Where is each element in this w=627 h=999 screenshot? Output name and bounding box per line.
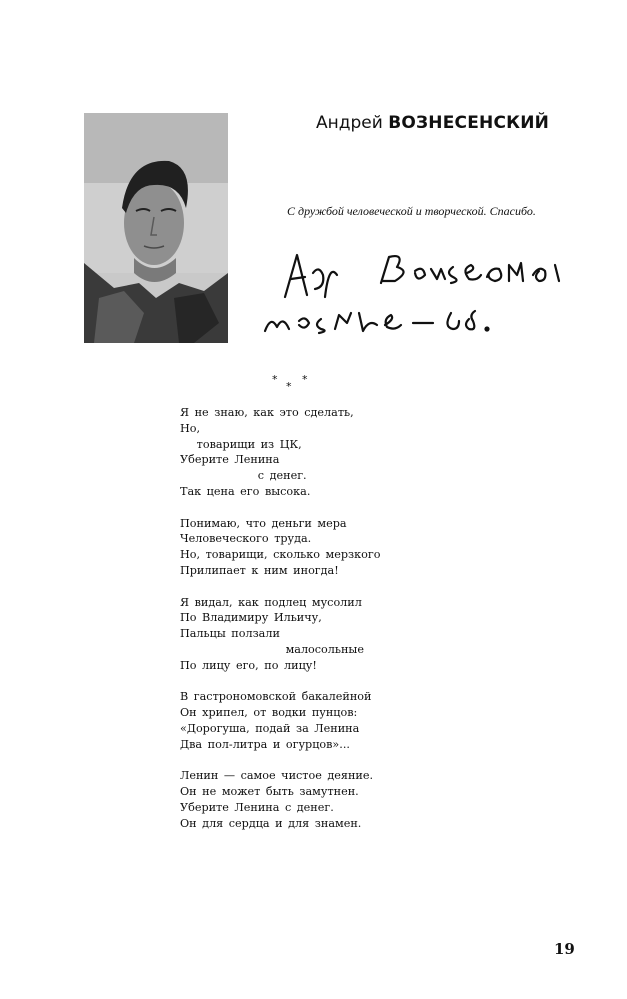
poem-line: Я видал, как подлец мусолил <box>180 595 362 609</box>
author-first-name: Андрей <box>316 113 383 133</box>
poem-line: По Владимиру Ильичу, <box>180 611 322 625</box>
poem-line: Понимаю, что деньги мера <box>180 516 347 530</box>
poem-line: Уберите Ленина с денег. <box>180 800 334 814</box>
poem-stanza <box>180 595 480 674</box>
poem-line: с денег. <box>180 469 307 483</box>
poem-stanza <box>180 689 480 752</box>
poem-line: товарищи из ЦК, <box>180 437 302 451</box>
dedication: С дружбой человеческой и творческой. Спасибо. <box>287 204 536 218</box>
poem-line: Ленин — самое чистое деяние. <box>180 769 374 783</box>
poem-line: Он для сердца и для знамен. <box>180 816 362 830</box>
poem-line: Но, товарищи, сколько мерзкого <box>180 548 381 562</box>
poem-line: Пальцы ползали <box>180 627 280 641</box>
poem-line: В гастрономовской бакалейной <box>180 690 372 704</box>
poem-line: Прилипает к ним иногда! <box>180 563 339 577</box>
poem-line: Он не может быть замутнен. <box>180 785 359 799</box>
poem-line: «Дорогуша, подай за Ленина <box>180 721 360 735</box>
poem-line: Так цена его высока. <box>180 484 311 498</box>
poem-line: Но, <box>180 421 201 435</box>
poem-line: По лицу его, по лицу! <box>180 658 317 672</box>
poem-stanza <box>180 405 480 500</box>
poem-body <box>180 405 480 847</box>
page-number: 19 <box>554 940 575 958</box>
section-separator: * * * <box>272 373 308 393</box>
author-photo <box>84 113 228 343</box>
autograph <box>255 235 575 345</box>
author-name <box>316 113 549 133</box>
poem-line: Два пол-литра и огурцов»... <box>180 737 350 751</box>
poem-stanza <box>180 516 480 579</box>
poem-line: малосольные <box>180 642 364 656</box>
poem-line: Уберите Ленина <box>180 453 280 467</box>
poem-stanza <box>180 768 480 831</box>
poem-line: Он хрипел, от водки пунцов: <box>180 706 358 720</box>
poem-line: Я не знаю, как это сделать, <box>180 406 354 419</box>
portrait-image <box>84 113 228 343</box>
handwritten-signature <box>255 235 575 345</box>
author-last-name: ВОЗНЕСЕНСКИЙ <box>388 113 550 133</box>
poem-line: Человеческого труда. <box>180 532 312 546</box>
